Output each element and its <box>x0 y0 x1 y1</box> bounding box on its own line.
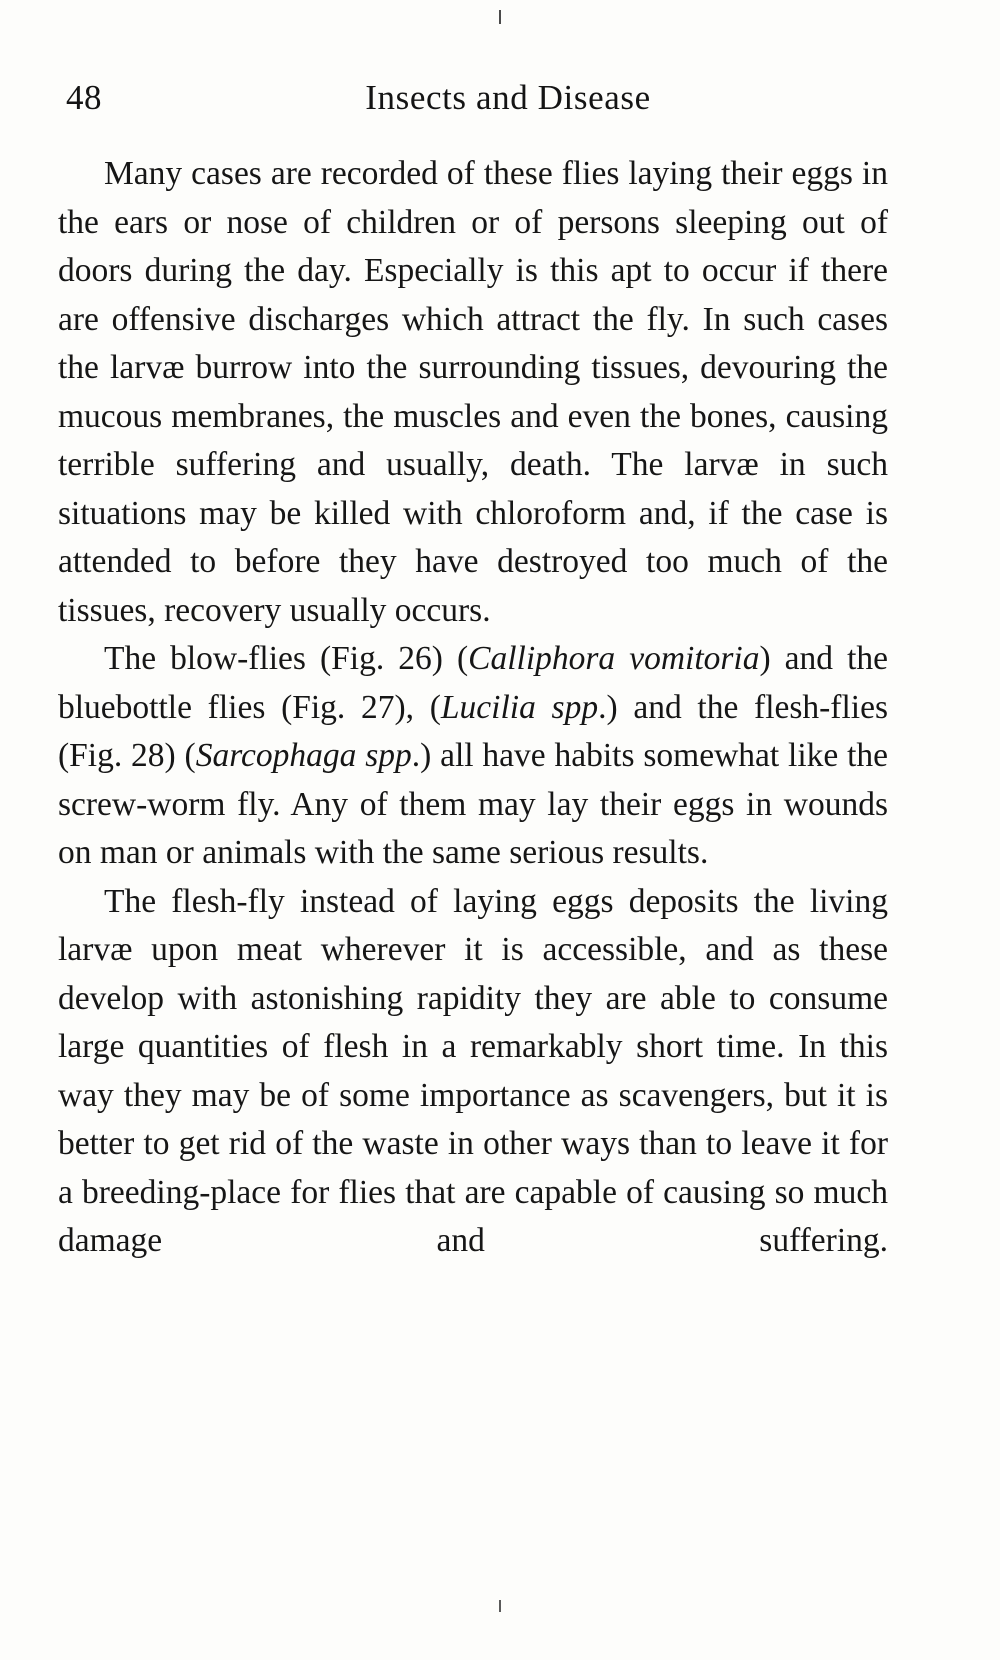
paragraph <box>58 878 888 1315</box>
top-registration-mark <box>499 10 501 24</box>
running-head-title: Insects and Disease <box>365 78 651 117</box>
text-run: The blow-flies (Fig. 26) ( <box>104 640 469 677</box>
body-text-block <box>58 150 888 1314</box>
italic-species-name: Lucilia spp <box>440 688 599 726</box>
paragraph <box>58 635 888 878</box>
italic-species-name: Calliphora vomitoria <box>468 640 760 677</box>
text-run: ) and the bluebottle flies (Fig. 27), ( <box>58 640 889 726</box>
text-run: .) all have habits somewhat like the screw-worm fly. Any of them may lay their eggs in wounds on man or animals with the same serious results. <box>58 737 889 871</box>
paragraph <box>58 150 888 635</box>
text-run: Many cases are recorded of these flies laying their eggs in the ears or nose of children or of persons sleeping out of doors during the day. Especially is this apt to occur if there are offensive discharges which attract the fly. In such cases the larvæ burrow into the surrounding tissues, devouring the mucous membranes, the muscles and even the bones, causing terrible suffering and usually, death. The larvæ in such situations may be killed with chloroform and, if the case is attended to before they have destroyed too much of the tissues, recovery usually occurs. <box>58 155 888 629</box>
italic-species-name: Sarcophaga spp <box>195 737 412 774</box>
bottom-registration-mark <box>499 1600 501 1612</box>
page-header <box>58 78 942 124</box>
text-run: The flesh-fly instead of laying eggs deposits the living larvæ upon meat wherever it is accessible, and as these develop with astonishing rapidity they are able to consume large quantities of flesh in a remarkably short time. In this way they may be of some importance as scavengers, but it is better to get rid of the waste in other ways than to leave it for a breeding-place for flies that are capable of causing so much damage and suffering. <box>58 882 888 1259</box>
page-number: 48 <box>66 78 102 117</box>
text-run: .) and the flesh-flies (Fig. 28) ( <box>58 688 888 774</box>
